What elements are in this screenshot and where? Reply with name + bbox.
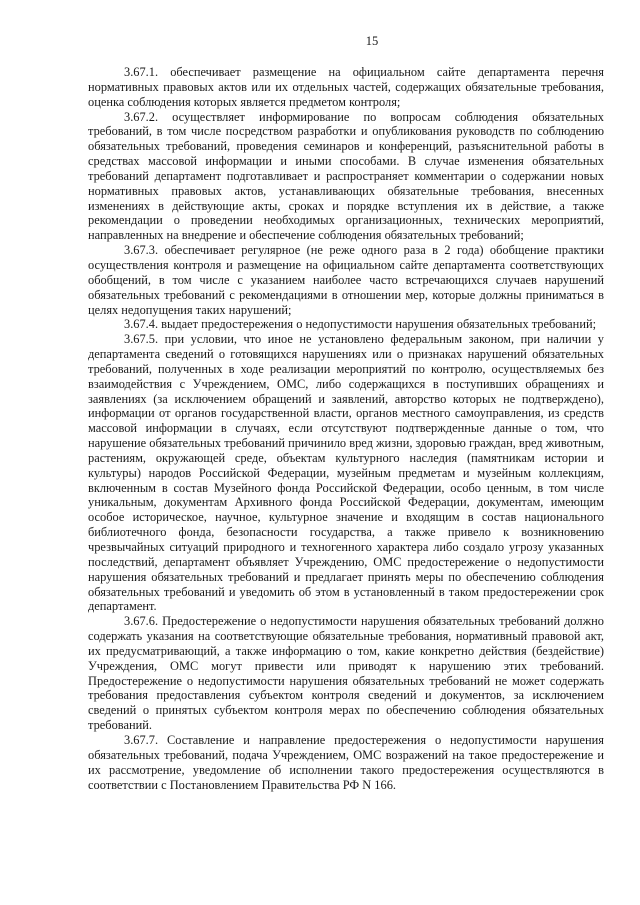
paragraph-3-67-5: 3.67.5. при условии, что иное не установлено федеральным законом, при наличии у департамента сведений о готовящихся нарушениях или о признаках нарушений обязательных требований, полученных в ходе реализации мероприятий по контролю, осуществляемых без взаимодействия с Учреждением, ОМС, либо содержащихся в поступивших обращениях и заявлениях (за исключением обращений и заявлений, авторство которых не подтверждено), информации от органов государственной власти, органов местного самоуправления, из средств массовой информации в случаях, если отсутствуют подтвержденные данные о том, что нарушение обязательных требований причинило вред жизни, здоровью граждан, вред животным, растениям, окружающей среде, объектам культурного наследия (памятникам истории и культуры) народов Российской Федерации, музейным предметам и музейным коллекциям, включенным в состав Музейного фонда Российской Федерации, особо ценным, в том числе уникальным, документам Архивного фонда Российской Федерации, документам, имеющим особое историческое, научное, культурное значение и входящим в состав национального библиотечного фонда, безопасности государства, а также привело к возникновению чрезвычайных ситуаций природного и техногенного характера либо создало угрозу указанных последствий, департамент объявляет Учреждению, ОМС предостережение о недопустимости нарушения обязательных требований и предлагает принять меры по обеспечению соблюдения обязательных требований и уведомить об этом в установленный в таком предостережении срок департамент. [88,332,605,614]
paragraph-3-67-2: 3.67.2. осуществляет информирование по вопросам соблюдения обязательных требований, в том числе посредством разработки и опубликования руководств по соблюдению обязательных требований, проведения семинаров и конференций, разъяснительной работы в средствах массовой информации и иными способами. В случае изменения обязательных требований департамент подготавливает и распространяет комментарии о содержании новых нормативных правовых актов, устанавливающих обязательные требования, внесенных изменениях в действующие акты, сроках и порядке вступления их в действие, а также рекомендации о проведении необходимых организационных, технических мероприятий, направленных на внедрение и обеспечение соблюдения обязательных требований; [88,109,604,243]
page-number: 15 [365,34,379,48]
paragraph-3-67-6: 3.67.6. Предостережение о недопустимости нарушения обязательных требований должно содержать указания на соответствующие обязательные требования, нормативный правовой акт, их предусматривающий, а также информацию о том, какие конкретно действия (бездействие) Учреждения, ОМС могут привести или приводят к нарушению этих требований. Предостережение о недопустимости нарушения обязательных требований не может содержать требования предоставления субъектом контроля сведений и документов, за исключением сведений о принятых субъектом контроля мерах по обеспечению соблюдения обязательных требований. [88,614,604,733]
paragraph-3-67-3: 3.67.3. обеспечивает регулярное (не реже одного раза в 2 года) обобщение практики осуществления контроля и размещение на официальном сайте департамента соответствующих обобщений, в том числе с указанием наиболее часто встречающихся случаев нарушений обязательных требований с рекомендациями в отношении мер, которые должны приниматься в целях недопущения таких нарушений; [88,243,604,317]
paragraph-3-67-1: 3.67.1. обеспечивает размещение на официальном сайте департамента перечня нормативных правовых актов или их отдельных частей, содержащих обязательные требования, оценка соблюдения которых является предметом контроля; [88,65,604,109]
paragraph-3-67-4: 3.67.4. выдает предостережения о недопустимости нарушения обязательных требований; [124,317,597,332]
paragraph-3-67-7: 3.67.7. Составление и направление предостережения о недопустимости нарушения обязательных требований, подача Учреждением, ОМС возражений на такое предостережение и их рассмотрение, уведомление об исполнении такого предостережения осуществляются в соответствии с Постановлением Правительства РФ N 166. [88,732,604,792]
